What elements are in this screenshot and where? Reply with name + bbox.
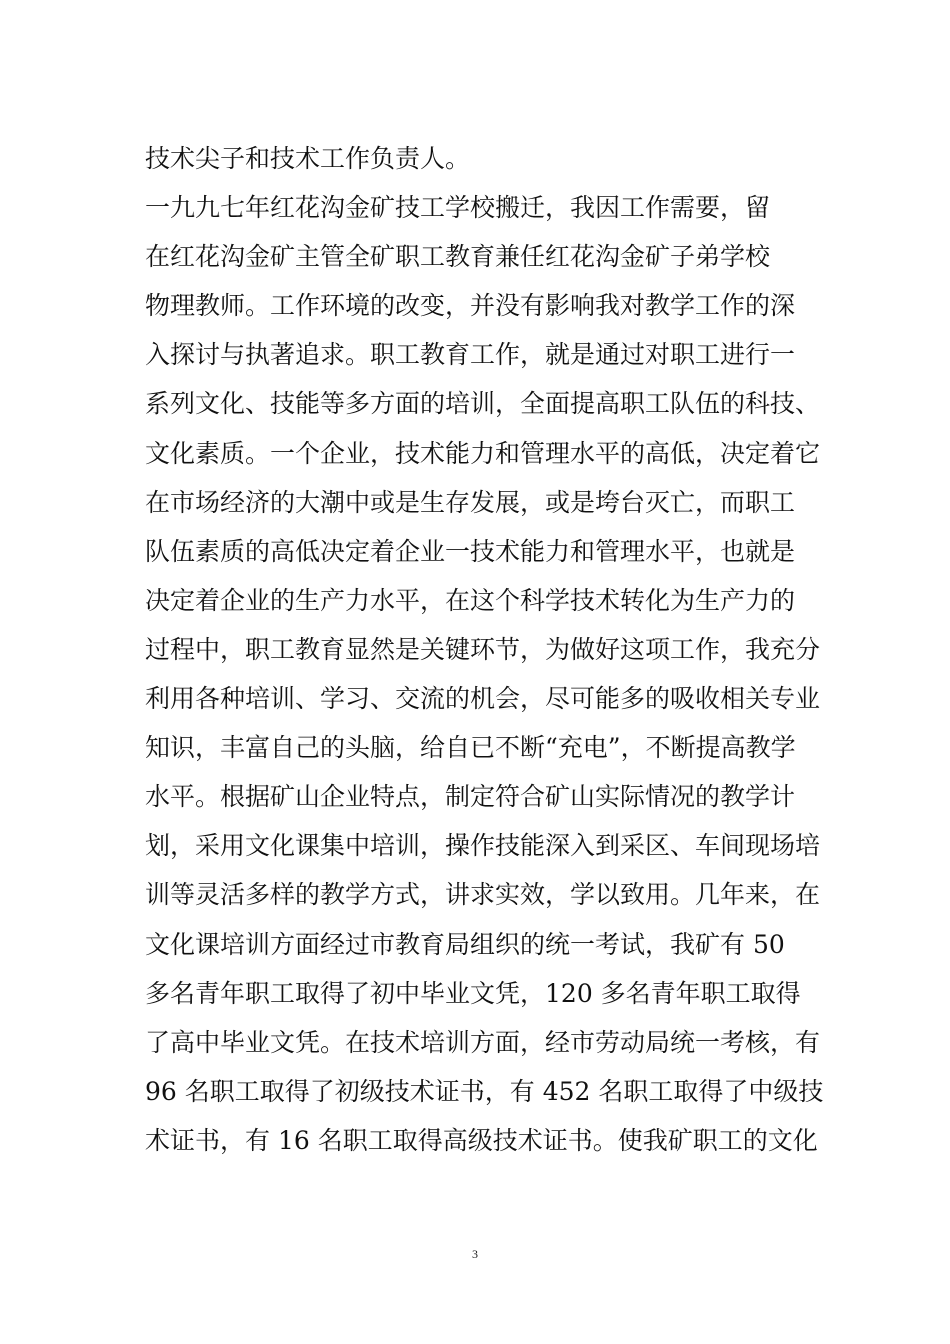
text-line-1: 技术尖子和技术工作负责人。 — [145, 144, 471, 173]
text-line-15: 划，采用文化课集中培训，操作技能深入到采区、车间现场培 — [145, 831, 821, 861]
text-line-12: 利用各种培训、学习、交流的机会，尽可能多的吸收相关专业 — [145, 684, 821, 714]
text-line-21: 术证书，有 16 名职工取得高级技术证书。使我矿职工的文化 — [145, 1125, 818, 1155]
document-body — [145, 134, 824, 1165]
text-line-4: 物理教师。工作环境的改变，并没有影响我对教学工作的深 — [145, 291, 796, 321]
text-line-18: 多名青年职工取得了初中毕业文凭，120 多名青年职工取得 — [145, 978, 801, 1008]
text-line-17: 文化课培训方面经过市教育局组织的统一考试，我矿有 50 — [145, 929, 785, 959]
text-line-2: 一九九七年红花沟金矿技工学校搬迁，我因工作需要，留 — [145, 193, 771, 223]
text-line-9: 队伍素质的高低决定着企业一技术能力和管理水平，也就是 — [145, 536, 796, 566]
text-line-20: 96 名职工取得了初级技术证书，有 452 名职工取得了中级技 — [145, 1076, 824, 1106]
text-line-8: 在市场经济的大潮中或是生存发展，或是垮台灭亡，而职工 — [145, 487, 796, 517]
text-line-5: 入探讨与执著追求。职工教育工作，就是通过对职工进行一 — [145, 340, 796, 370]
text-line-3: 在红花沟金矿主管全矿职工教育兼任红花沟金矿子弟学校 — [145, 242, 771, 272]
text-line-11: 过程中，职工教育显然是关键环节，为做好这项工作，我充分 — [145, 634, 821, 664]
text-line-14: 水平。根据矿山企业特点，制定符合矿山实际情况的教学计 — [145, 782, 796, 812]
text-line-7: 文化素质。一个企业，技术能力和管理水平的高低，决定着它 — [145, 438, 821, 468]
text-line-19: 了高中毕业文凭。在技术培训方面，经市劳动局统一考核，有 — [145, 1027, 821, 1057]
text-line-13: 知识，丰富自己的头脑，给自已不断“充电”，不断提高教学 — [145, 733, 796, 763]
text-line-16: 训等灵活多样的教学方式，讲求实效，学以致用。几年来，在 — [145, 880, 821, 910]
text-line-10: 决定着企业的生产力水平，在这个科学技术转化为生产力的 — [145, 585, 796, 615]
page-number: 3 — [472, 1247, 478, 1261]
text-line-6: 系列文化、技能等多方面的培训，全面提高职工队伍的科技、 — [145, 389, 821, 419]
